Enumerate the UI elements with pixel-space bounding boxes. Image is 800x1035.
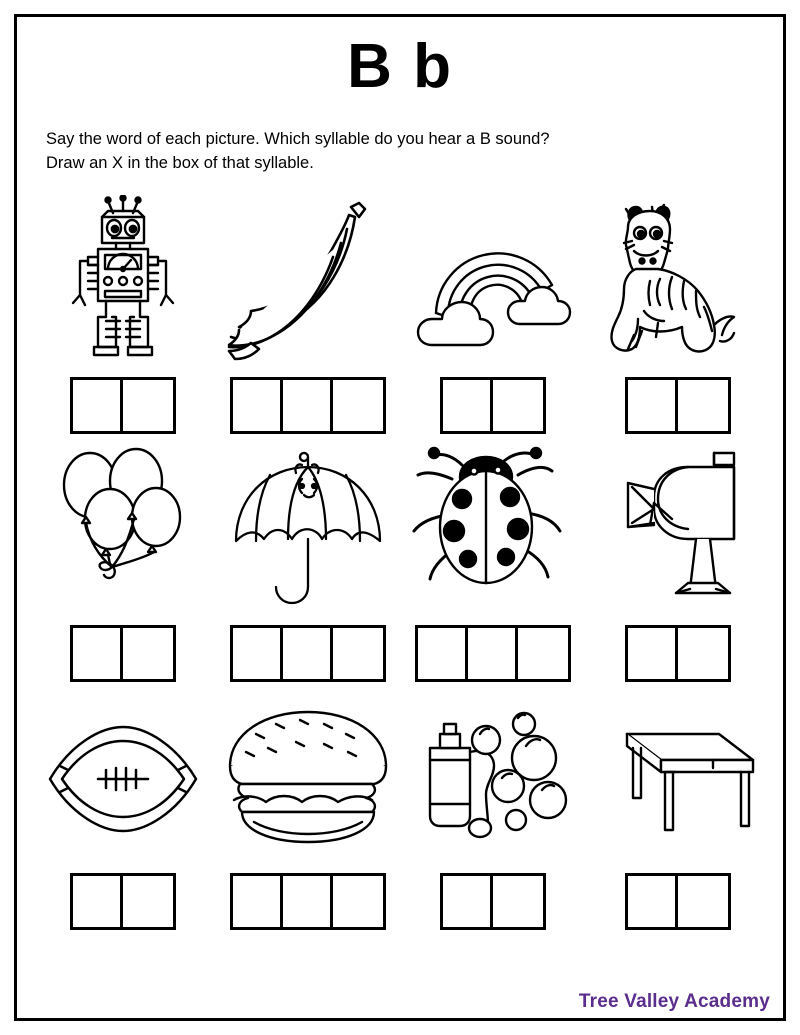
syllable-box[interactable] [233,876,283,927]
worksheet-item-robot [30,190,215,438]
worksheet-item-rainbow [400,190,585,438]
syllable-boxes[interactable] [625,625,731,682]
syllable-boxes[interactable] [230,377,386,434]
syllable-box[interactable] [283,876,333,927]
worksheet-row [30,190,770,438]
worksheet-item-umbrella [215,438,400,686]
worksheet-item-zebra [585,190,770,438]
syllable-boxes[interactable] [70,377,176,434]
instructions-line-2: Draw an X in the box of that syllable. [46,153,314,172]
syllable-box[interactable] [283,380,333,431]
worksheet-item-bananas [215,190,400,438]
syllable-box[interactable] [123,876,173,927]
page-title: B b [347,32,453,101]
syllable-box[interactable] [678,876,728,927]
worksheet-item-ladybug [400,438,585,686]
bananas-icon [220,190,395,375]
worksheet-item-bubbles [400,686,585,934]
syllable-boxes[interactable] [625,377,731,434]
syllable-box[interactable] [233,628,283,679]
syllable-box[interactable] [333,380,383,431]
syllable-box[interactable] [233,380,283,431]
syllable-boxes[interactable] [440,873,546,930]
mailbox-icon [590,438,765,623]
picture-grid [30,190,770,934]
syllable-box[interactable] [73,380,123,431]
syllable-boxes[interactable] [230,625,386,682]
worksheet-item-hamburger [215,686,400,934]
syllable-boxes[interactable] [230,873,386,930]
syllable-box[interactable] [283,628,333,679]
syllable-box[interactable] [443,876,493,927]
syllable-boxes[interactable] [415,625,571,682]
syllable-box[interactable] [333,876,383,927]
syllable-box[interactable] [493,876,543,927]
zebra-icon [590,190,765,375]
syllable-boxes[interactable] [70,625,176,682]
syllable-box[interactable] [493,380,543,431]
syllable-box[interactable] [628,380,678,431]
footer-brand: Tree Valley Academy [578,991,770,1012]
worksheet-item-football [30,686,215,934]
syllable-boxes[interactable] [440,377,546,434]
syllable-box[interactable] [678,380,728,431]
rainbow-icon [405,190,580,375]
worksheet-item-mailbox [585,438,770,686]
instructions [46,128,746,176]
syllable-boxes[interactable] [70,873,176,930]
syllable-box[interactable] [628,628,678,679]
worksheet-row [30,438,770,686]
worksheet-item-table [585,686,770,934]
instructions-line-1: Say the word of each picture. Which syllable do you hear a B sound? [46,130,550,148]
syllable-box[interactable] [518,628,568,679]
syllable-box[interactable] [628,876,678,927]
syllable-box[interactable] [418,628,468,679]
syllable-box[interactable] [468,628,518,679]
syllable-box[interactable] [333,628,383,679]
robot-icon [35,190,210,375]
worksheet-row [30,686,770,934]
worksheet-item-balloons [30,438,215,686]
umbrella-icon [220,438,395,623]
syllable-box[interactable] [123,628,173,679]
syllable-box[interactable] [678,628,728,679]
syllable-box[interactable] [443,380,493,431]
syllable-box[interactable] [73,628,123,679]
ladybug-icon [405,438,580,623]
syllable-box[interactable] [73,876,123,927]
syllable-boxes[interactable] [625,873,731,930]
syllable-box[interactable] [123,380,173,431]
table-icon [590,686,765,871]
hamburger-icon [220,686,395,871]
balloons-icon [35,438,210,623]
bubbles-icon [405,686,580,871]
football-icon [35,686,210,871]
